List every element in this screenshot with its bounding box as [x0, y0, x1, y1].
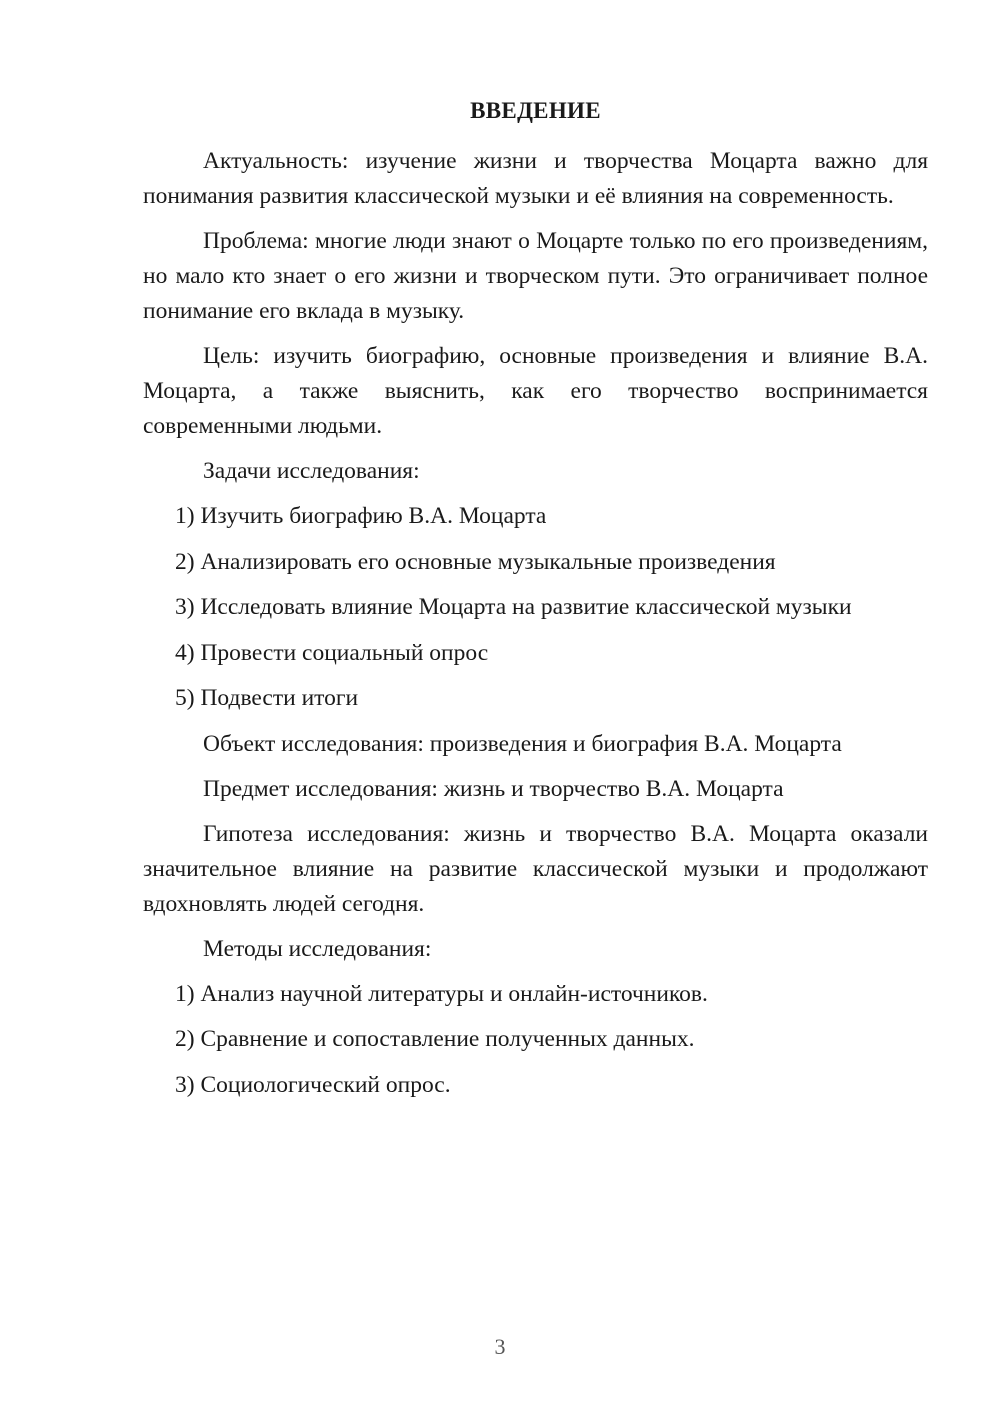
relevance-paragraph: Актуальность: изучение жизни и творчества Моцарта важно для понимания развития классической музыки и её влияния на современность.	[143, 148, 928, 209]
tasks-heading: Задачи исследования:	[203, 458, 420, 484]
task-item: 2) Анализировать его основные музыкальные произведения	[175, 548, 776, 575]
methods-list	[143, 977, 928, 1103]
task-item: 5) Подвести итоги	[175, 685, 359, 711]
goal-paragraph: Цель: изучить биографию, основные произведения и влияние В.А. Моцарта, а также выяснить, как его творчество воспринимается современными людьми.	[143, 343, 928, 439]
problem-paragraph: Проблема: многие люди знают о Моцарте только по его произведениям, но мало кто знает о его жизни и творческом пути. Это ограничивает полное понимание его вклада в музыку.	[143, 228, 928, 324]
task-item: 1) Изучить биографию В.А. Моцарта	[175, 503, 547, 529]
method-item: 3) Социологический опрос.	[175, 1071, 451, 1098]
task-item: 3) Исследовать влияние Моцарта на развитие классической музыки	[175, 594, 852, 620]
section-title: ВВЕДЕНИЕ	[470, 98, 601, 123]
tasks-list	[143, 499, 928, 716]
method-item: 1) Анализ научной литературы и онлайн-источников.	[175, 980, 708, 1007]
page-number: 3	[494, 1334, 506, 1359]
page-content	[143, 96, 928, 1113]
methods-heading: Методы исследования:	[203, 935, 432, 962]
research-subject: Предмет исследования: жизнь и творчество В.А. Моцарта	[203, 775, 784, 802]
method-item: 2) Сравнение и сопоставление полученных данных.	[175, 1026, 695, 1052]
task-item: 4) Провести социальный опрос	[175, 639, 489, 666]
hypothesis-paragraph: Гипотеза исследования: жизнь и творчество В.А. Моцарта оказали значительное влияние на развитие классической музыки и продолжают вдохновлять людей сегодня.	[143, 820, 928, 917]
research-object: Объект исследования: произведения и биография В.А. Моцарта	[203, 730, 842, 757]
